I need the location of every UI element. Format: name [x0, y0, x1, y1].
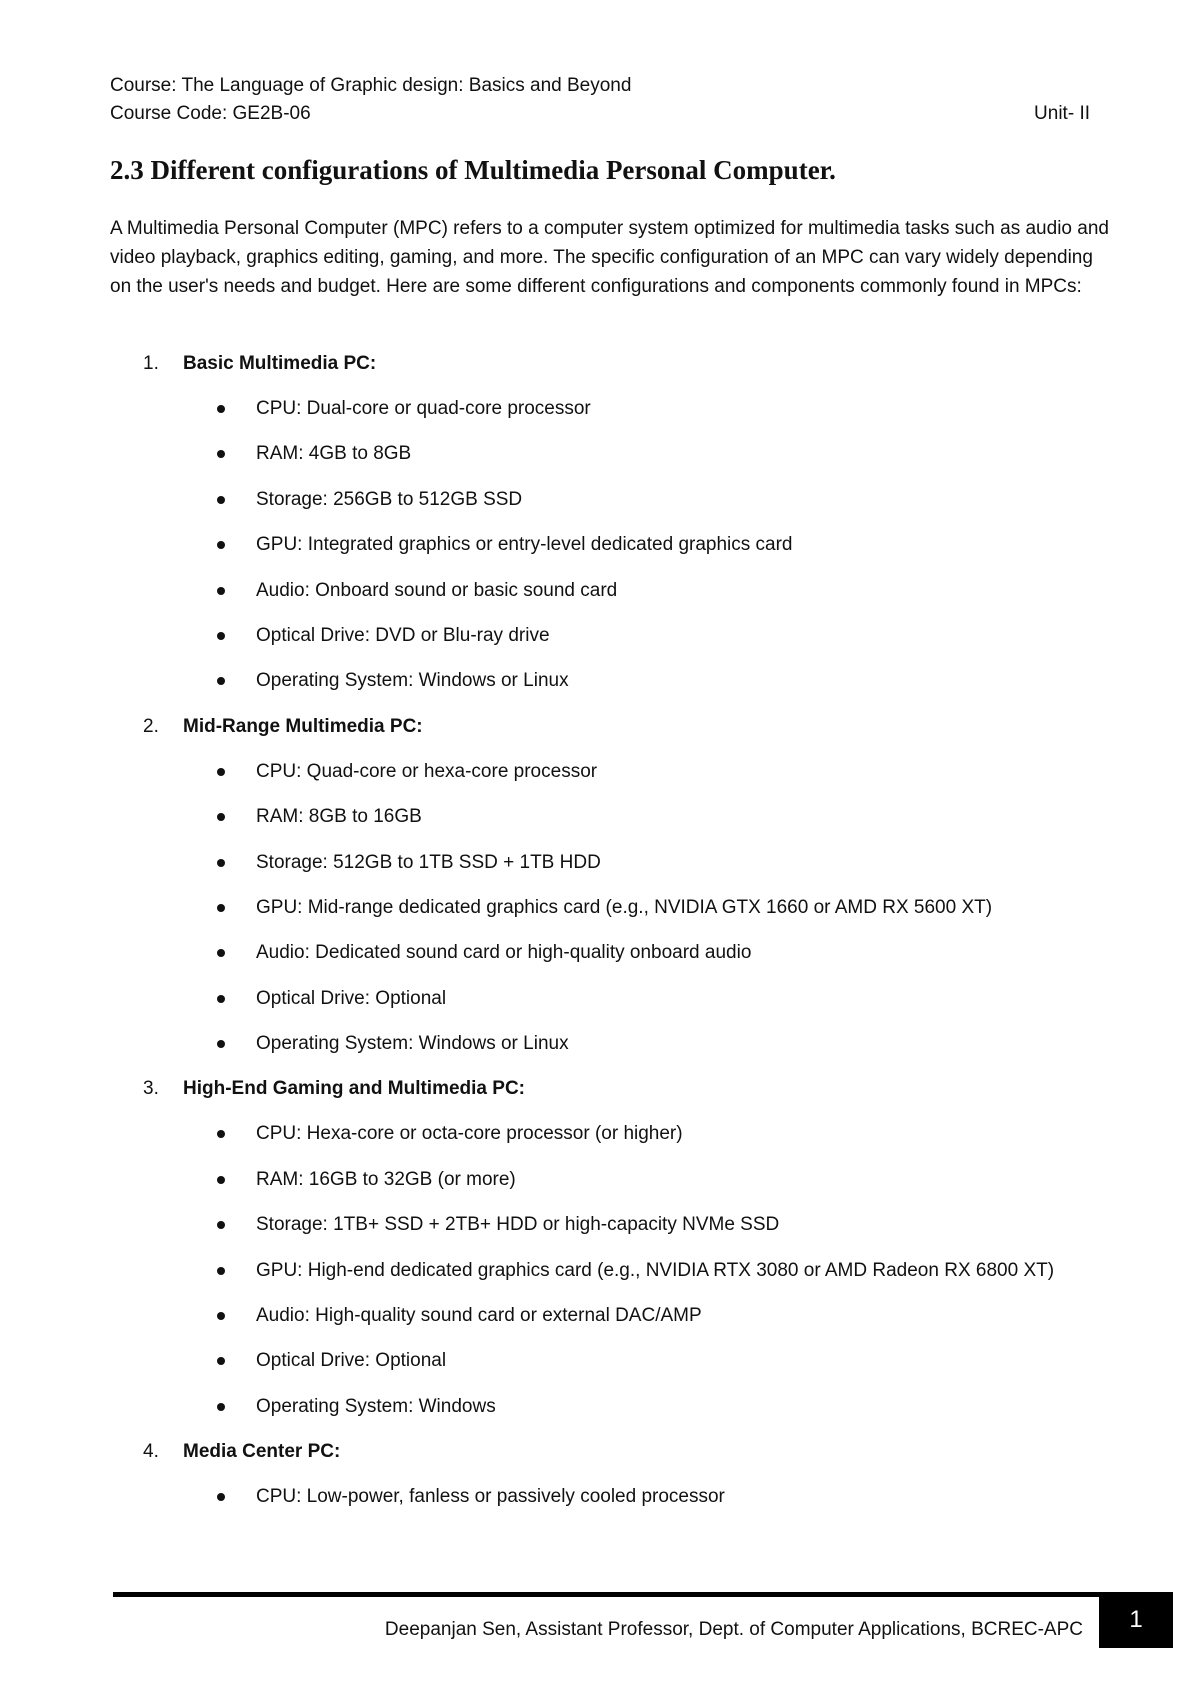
spec-item	[0, 1393, 1200, 1421]
bullet-icon	[217, 541, 225, 549]
config-section-title: High-End Gaming and Multimedia PC:	[183, 1078, 525, 1100]
config-spec-list	[0, 395, 1200, 695]
spec-item	[0, 577, 1200, 605]
bullet-icon	[217, 1176, 225, 1184]
course-title: Course: The Language of Graphic design: Basics and Beyond	[110, 75, 632, 96]
spec-item-text: GPU: Integrated graphics or entry-level dedicated graphics card	[256, 534, 793, 556]
bullet-icon	[217, 1267, 225, 1275]
bullet-icon	[217, 904, 225, 912]
bullet-icon	[217, 949, 225, 957]
spec-item	[0, 803, 1200, 831]
config-spec-list	[0, 1483, 1200, 1511]
config-section	[0, 350, 1200, 695]
spec-item	[0, 849, 1200, 877]
config-section-header	[0, 713, 1200, 741]
config-section-number: 4.	[143, 1441, 159, 1463]
config-section	[0, 1438, 1200, 1511]
config-section	[0, 1075, 1200, 1420]
spec-item-text: Operating System: Windows or Linux	[256, 1033, 569, 1055]
config-section-title: Media Center PC:	[183, 1441, 341, 1463]
spec-item-text: Audio: Onboard sound or basic sound card	[256, 579, 618, 601]
bullet-icon	[217, 768, 225, 776]
spec-item	[0, 395, 1200, 423]
unit-label: Unit- II	[1034, 103, 1090, 124]
spec-item	[0, 1302, 1200, 1330]
spec-item-text: Optical Drive: Optional	[256, 1350, 447, 1372]
bullet-icon	[217, 1493, 225, 1501]
spec-item	[0, 486, 1200, 514]
spec-item	[0, 1257, 1200, 1285]
spec-item-text: CPU: Quad-core or hexa-core processor	[256, 760, 598, 782]
spec-item-text: RAM: 16GB to 32GB (or more)	[256, 1168, 516, 1190]
page-header	[110, 72, 1090, 128]
spec-item	[0, 622, 1200, 650]
spec-item	[0, 1483, 1200, 1511]
bullet-icon	[217, 859, 225, 867]
bullet-icon	[217, 1357, 225, 1365]
spec-item-text: CPU: Hexa-core or octa-core processor (or higher)	[256, 1123, 683, 1145]
spec-item-text: Operating System: Windows	[256, 1395, 496, 1417]
bullet-icon	[217, 405, 225, 413]
spec-item-text: Storage: 256GB to 512GB SSD	[256, 488, 523, 510]
spec-item-text: Audio: High-quality sound card or external DAC/AMP	[256, 1305, 702, 1327]
config-spec-list	[0, 758, 1200, 1058]
config-section-header	[0, 1438, 1200, 1466]
bullet-icon	[217, 813, 225, 821]
config-section-title: Basic Multimedia PC:	[183, 353, 377, 374]
spec-item-text: CPU: Low-power, fanless or passively cooled processor	[256, 1486, 725, 1508]
spec-item	[0, 1166, 1200, 1194]
spec-item-text: RAM: 4GB to 8GB	[256, 443, 412, 465]
spec-item-text: Storage: 512GB to 1TB SSD + 1TB HDD	[256, 851, 601, 873]
bullet-icon	[217, 1312, 225, 1320]
spec-item	[0, 1347, 1200, 1375]
spec-item	[0, 1030, 1200, 1058]
bullet-icon	[217, 496, 225, 504]
spec-item-text: GPU: High-end dedicated graphics card (e.g., NVIDIA RTX 3080 or AMD Radeon RX 6800 XT)	[256, 1259, 1055, 1281]
spec-item	[0, 531, 1200, 559]
spec-item	[0, 667, 1200, 695]
config-section-header	[0, 350, 1200, 378]
bullet-icon	[217, 1130, 225, 1138]
spec-item	[0, 894, 1200, 922]
spec-item-text: Optical Drive: DVD or Blu-ray drive	[256, 624, 550, 646]
spec-item	[0, 939, 1200, 967]
spec-item-text: CPU: Dual-core or quad-core processor	[256, 398, 591, 419]
config-section-header	[0, 1075, 1200, 1103]
config-section	[0, 713, 1200, 1058]
spec-item	[0, 440, 1200, 468]
spec-item-text: Storage: 1TB+ SSD + 2TB+ HDD or high-capacity NVMe SSD	[256, 1214, 780, 1236]
bullet-icon	[217, 1040, 225, 1048]
spec-item-text: Operating System: Windows or Linux	[256, 670, 569, 692]
bullet-icon	[217, 632, 225, 640]
config-spec-list	[0, 1120, 1200, 1420]
config-section-number: 3.	[143, 1078, 159, 1100]
page-number: 1	[1099, 1592, 1173, 1648]
spec-item-text: Audio: Dedicated sound card or high-quality onboard audio	[256, 942, 752, 964]
configurations-list	[0, 350, 1200, 1529]
bullet-icon	[217, 995, 225, 1003]
footer-divider	[113, 1592, 1103, 1597]
bullet-icon	[217, 677, 225, 685]
spec-item	[0, 1120, 1200, 1148]
course-code: Course Code: GE2B-06	[110, 103, 311, 124]
bullet-icon	[217, 1403, 225, 1411]
header-code-row	[110, 100, 1090, 128]
config-section-number: 2.	[143, 715, 159, 737]
header-course-row	[110, 72, 1090, 100]
spec-item-text: GPU: Mid-range dedicated graphics card (e.g., NVIDIA GTX 1660 or AMD RX 5600 XT)	[256, 896, 993, 918]
bullet-icon	[217, 1221, 225, 1229]
bullet-icon	[217, 450, 225, 458]
spec-item	[0, 985, 1200, 1013]
spec-item-text: Optical Drive: Optional	[256, 987, 447, 1009]
config-section-number: 1.	[143, 353, 159, 374]
spec-item	[0, 758, 1200, 786]
config-section-title: Mid-Range Multimedia PC:	[183, 715, 423, 737]
bullet-icon	[217, 587, 225, 595]
footer-author: Deepanjan Sen, Assistant Professor, Dept. of Computer Applications, BCREC-APC	[384, 1619, 1083, 1640]
section-heading: 2.3 Different configurations of Multimedia Personal Computer.	[110, 155, 836, 185]
spec-item-text: RAM: 8GB to 16GB	[256, 806, 422, 828]
spec-item	[0, 1211, 1200, 1239]
intro-paragraph: A Multimedia Personal Computer (MPC) refers to a computer system optimized for multimedia tasks such as audio and video playback, graphics editing, gaming, and more. The specific configuration of an MPC can vary widely depending on the user's needs and budget. Here are some different configurations and components commonly found in MPCs:	[110, 218, 1109, 297]
